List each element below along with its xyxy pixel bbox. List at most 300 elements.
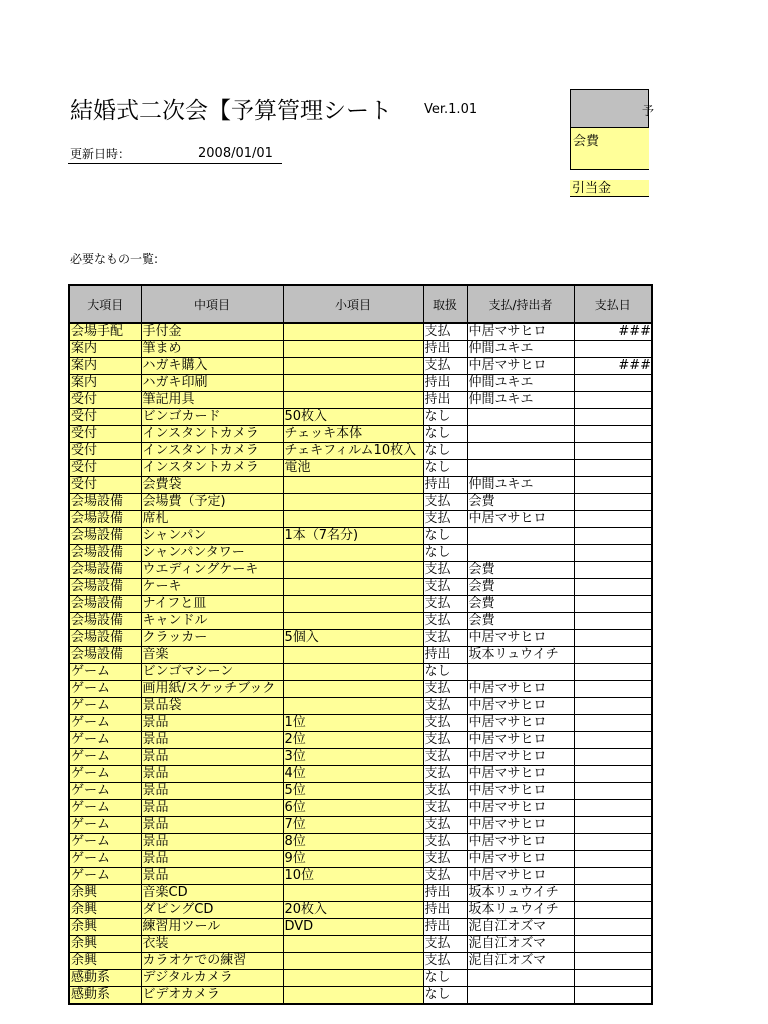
subitem-cell[interactable]	[283, 766, 423, 783]
category-cell[interactable]	[69, 562, 141, 579]
category-cell[interactable]	[69, 936, 141, 953]
handling-cell[interactable]	[423, 579, 467, 596]
updated-label: 更新日時：	[70, 147, 131, 161]
subitem-cell[interactable]	[283, 409, 423, 426]
item-cell[interactable]	[141, 902, 283, 919]
category-cell[interactable]	[69, 528, 141, 545]
payer-cell[interactable]	[467, 545, 574, 562]
item-cell[interactable]	[141, 511, 283, 528]
category-cell[interactable]	[69, 409, 141, 426]
col-header-item[interactable]: 中項目	[141, 285, 283, 323]
item-cell[interactable]	[141, 987, 283, 1005]
category-cell[interactable]	[69, 800, 141, 817]
payer-cell[interactable]	[467, 936, 574, 953]
handling-cell[interactable]	[423, 409, 467, 426]
subitem-cell[interactable]	[283, 732, 423, 749]
handling-cell[interactable]	[423, 426, 467, 443]
paydate-cell[interactable]	[574, 783, 652, 800]
paydate-cell[interactable]	[574, 460, 652, 477]
table-row	[69, 732, 652, 749]
category-cell[interactable]	[69, 477, 141, 494]
payer-cell[interactable]	[467, 766, 574, 783]
table-row	[69, 987, 652, 1005]
payer-cell[interactable]	[467, 562, 574, 579]
table-row	[69, 868, 652, 885]
payer-cell[interactable]	[467, 698, 574, 715]
paydate-cell[interactable]	[574, 392, 652, 409]
paydate-cell[interactable]	[574, 834, 652, 851]
paydate-cell[interactable]	[574, 341, 652, 358]
category-cell[interactable]	[69, 868, 141, 885]
handling-cell[interactable]	[423, 868, 467, 885]
table-row	[69, 834, 652, 851]
paydate-cell[interactable]	[574, 698, 652, 715]
item-cell[interactable]	[141, 579, 283, 596]
subitem-cell[interactable]	[283, 647, 423, 664]
payer-cell[interactable]	[467, 817, 574, 834]
handling-cell[interactable]	[423, 323, 467, 341]
paydate-cell[interactable]	[574, 511, 652, 528]
handling-cell[interactable]	[423, 902, 467, 919]
item-cell[interactable]	[141, 494, 283, 511]
col-header-category[interactable]: 大項目	[69, 285, 141, 323]
payer-cell[interactable]	[467, 783, 574, 800]
subitem-cell[interactable]	[283, 494, 423, 511]
handling-cell[interactable]	[423, 664, 467, 681]
payer-text: 泥自江オズマ	[468, 953, 547, 968]
table-row	[69, 562, 652, 579]
col-header-paydate[interactable]: 支払日	[574, 285, 652, 323]
subitem-cell[interactable]	[283, 664, 423, 681]
item-cell[interactable]	[141, 426, 283, 443]
payer-cell[interactable]	[467, 834, 574, 851]
paydate-cell[interactable]	[574, 936, 652, 953]
payer-cell[interactable]	[467, 800, 574, 817]
category-cell[interactable]	[69, 851, 141, 868]
table-row	[69, 919, 652, 936]
payer-cell[interactable]	[467, 375, 574, 392]
payer-cell[interactable]	[467, 630, 574, 647]
subitem-cell[interactable]	[283, 613, 423, 630]
paydate-cell[interactable]	[574, 494, 652, 511]
subitem-cell[interactable]	[283, 341, 423, 358]
payer-cell[interactable]	[467, 613, 574, 630]
subitem-cell[interactable]	[283, 936, 423, 953]
paydate-cell[interactable]	[574, 630, 652, 647]
handling-cell[interactable]	[423, 392, 467, 409]
paydate-cell[interactable]	[574, 851, 652, 868]
subitem-cell[interactable]	[283, 375, 423, 392]
paydate-cell[interactable]	[574, 749, 652, 766]
subitem-cell[interactable]	[283, 953, 423, 970]
item-cell[interactable]	[141, 749, 283, 766]
handling-text: 持出	[424, 647, 451, 662]
payer-text: 仲間ユキエ	[468, 375, 534, 390]
payer-cell[interactable]	[467, 528, 574, 545]
subitem-text: 20枚入	[284, 902, 328, 917]
item-text: インスタントカメラ	[142, 443, 259, 458]
subitem-cell[interactable]	[283, 902, 423, 919]
item-cell[interactable]	[141, 562, 283, 579]
table-row	[69, 970, 652, 987]
category-cell[interactable]	[69, 902, 141, 919]
payer-cell[interactable]	[467, 970, 574, 987]
paydate-cell[interactable]	[574, 953, 652, 970]
payer-cell[interactable]	[467, 596, 574, 613]
updated-value[interactable]: 2008/01/01	[198, 146, 273, 161]
subitem-cell[interactable]	[283, 851, 423, 868]
payer-cell[interactable]	[467, 409, 574, 426]
paydate-cell[interactable]	[574, 868, 652, 885]
subitem-cell[interactable]	[283, 630, 423, 647]
table-row	[69, 664, 652, 681]
budget-alloc-cell[interactable]: 引当金	[570, 180, 649, 197]
subitem-cell[interactable]	[283, 919, 423, 936]
handling-cell[interactable]	[423, 715, 467, 732]
category-cell[interactable]	[69, 817, 141, 834]
col-header-handling[interactable]: 取扱	[423, 285, 467, 323]
handling-cell[interactable]	[423, 783, 467, 800]
category-cell[interactable]	[69, 613, 141, 630]
handling-cell[interactable]	[423, 562, 467, 579]
subitem-cell[interactable]	[283, 545, 423, 562]
budget-fee-cell[interactable]	[570, 127, 649, 170]
item-cell[interactable]	[141, 698, 283, 715]
paydate-cell[interactable]	[574, 987, 652, 1005]
handling-cell[interactable]	[423, 341, 467, 358]
category-cell[interactable]	[69, 426, 141, 443]
category-text: 余興	[71, 885, 98, 900]
paydate-cell[interactable]	[574, 579, 652, 596]
table-row	[69, 613, 652, 630]
category-cell[interactable]	[69, 579, 141, 596]
item-text: ハガキ印刷	[142, 375, 208, 390]
item-cell[interactable]	[141, 715, 283, 732]
payer-cell[interactable]	[467, 647, 574, 664]
paydate-cell[interactable]	[574, 443, 652, 460]
payer-cell[interactable]	[467, 919, 574, 936]
handling-cell[interactable]	[423, 630, 467, 647]
paydate-cell[interactable]	[574, 562, 652, 579]
category-cell[interactable]	[69, 749, 141, 766]
subitem-cell[interactable]	[283, 596, 423, 613]
paydate-cell[interactable]	[574, 528, 652, 545]
item-cell[interactable]	[141, 868, 283, 885]
category-cell[interactable]	[69, 443, 141, 460]
item-cell[interactable]	[141, 358, 283, 375]
subitem-text: 9位	[284, 851, 306, 866]
item-cell[interactable]	[141, 851, 283, 868]
item-text: 席札	[142, 511, 169, 526]
item-text: 会費袋	[142, 477, 182, 492]
subitem-cell[interactable]	[283, 460, 423, 477]
payer-cell[interactable]	[467, 664, 574, 681]
handling-cell[interactable]	[423, 528, 467, 545]
subitem-cell[interactable]	[283, 885, 423, 902]
subitem-cell[interactable]	[283, 783, 423, 800]
category-cell[interactable]	[69, 919, 141, 936]
payer-cell[interactable]	[467, 885, 574, 902]
paydate-cell[interactable]	[574, 681, 652, 698]
category-cell[interactable]	[69, 766, 141, 783]
payer-text: 坂本リュウイチ	[468, 885, 559, 900]
handling-cell[interactable]	[423, 494, 467, 511]
payer-cell[interactable]	[467, 749, 574, 766]
item-cell[interactable]	[141, 409, 283, 426]
item-cell[interactable]	[141, 817, 283, 834]
payer-cell[interactable]	[467, 715, 574, 732]
category-cell[interactable]	[69, 323, 141, 341]
item-cell[interactable]	[141, 936, 283, 953]
item-text: 景品	[142, 715, 169, 730]
paydate-cell[interactable]	[574, 919, 652, 936]
table-body	[69, 323, 652, 1004]
item-cell[interactable]	[141, 885, 283, 902]
category-text: ゲーム	[71, 732, 111, 747]
handling-cell[interactable]	[423, 953, 467, 970]
handling-cell[interactable]	[423, 732, 467, 749]
paydate-cell[interactable]	[574, 732, 652, 749]
payer-cell[interactable]	[467, 392, 574, 409]
handling-cell[interactable]	[423, 545, 467, 562]
category-cell[interactable]	[69, 494, 141, 511]
subitem-cell[interactable]	[283, 323, 423, 341]
payer-cell[interactable]	[467, 511, 574, 528]
handling-cell[interactable]	[423, 936, 467, 953]
handling-cell[interactable]	[423, 970, 467, 987]
subitem-cell[interactable]	[283, 698, 423, 715]
handling-cell[interactable]	[423, 766, 467, 783]
category-cell[interactable]	[69, 392, 141, 409]
category-cell[interactable]	[69, 698, 141, 715]
item-text: 景品袋	[142, 698, 182, 713]
item-cell[interactable]	[141, 664, 283, 681]
item-cell[interactable]	[141, 970, 283, 987]
budget-header-cell[interactable]	[570, 89, 654, 128]
category-cell[interactable]	[69, 664, 141, 681]
paydate-cell[interactable]	[574, 902, 652, 919]
paydate-cell[interactable]	[574, 766, 652, 783]
payer-cell[interactable]	[467, 443, 574, 460]
handling-cell[interactable]	[423, 596, 467, 613]
paydate-cell[interactable]	[574, 647, 652, 664]
paydate-cell[interactable]	[574, 715, 652, 732]
subitem-cell[interactable]	[283, 800, 423, 817]
handling-cell[interactable]	[423, 800, 467, 817]
payer-cell[interactable]	[467, 323, 574, 341]
handling-cell[interactable]	[423, 477, 467, 494]
handling-cell[interactable]	[423, 834, 467, 851]
paydate-cell[interactable]	[574, 358, 652, 375]
handling-cell[interactable]	[423, 919, 467, 936]
subitem-cell[interactable]	[283, 426, 423, 443]
handling-cell[interactable]	[423, 647, 467, 664]
category-text: 余興	[71, 902, 98, 917]
category-cell[interactable]	[69, 681, 141, 698]
item-cell[interactable]	[141, 681, 283, 698]
paydate-cell[interactable]	[574, 800, 652, 817]
subitem-cell[interactable]	[283, 970, 423, 987]
item-cell[interactable]	[141, 443, 283, 460]
item-cell[interactable]	[141, 919, 283, 936]
payer-cell[interactable]	[467, 732, 574, 749]
category-cell[interactable]	[69, 732, 141, 749]
item-cell[interactable]	[141, 647, 283, 664]
category-cell[interactable]	[69, 596, 141, 613]
handling-text: 支払	[424, 834, 451, 849]
payer-cell[interactable]	[467, 426, 574, 443]
payer-cell[interactable]	[467, 868, 574, 885]
item-cell[interactable]	[141, 596, 283, 613]
subitem-text: チェキフィルム10枚入	[284, 443, 417, 458]
item-cell[interactable]	[141, 766, 283, 783]
handling-cell[interactable]	[423, 613, 467, 630]
paydate-cell[interactable]	[574, 323, 652, 341]
subitem-cell[interactable]	[283, 868, 423, 885]
item-cell[interactable]	[141, 953, 283, 970]
payer-cell[interactable]	[467, 987, 574, 1005]
handling-cell[interactable]	[423, 698, 467, 715]
paydate-cell[interactable]	[574, 613, 652, 630]
col-header-subitem[interactable]: 小項目	[283, 285, 423, 323]
payer-cell[interactable]	[467, 358, 574, 375]
paydate-cell[interactable]	[574, 885, 652, 902]
subitem-cell[interactable]	[283, 562, 423, 579]
category-cell[interactable]	[69, 970, 141, 987]
subitem-cell[interactable]	[283, 987, 423, 1005]
paydate-cell[interactable]	[574, 817, 652, 834]
payer-text: 仲間ユキエ	[468, 341, 534, 356]
budget-fee-label: 会費	[573, 134, 600, 149]
category-cell[interactable]	[69, 630, 141, 647]
payer-cell[interactable]	[467, 477, 574, 494]
subitem-cell[interactable]	[283, 817, 423, 834]
subitem-text: 50枚入	[284, 409, 328, 424]
payer-text: 中居マサヒロ	[468, 783, 547, 798]
subitem-cell[interactable]	[283, 511, 423, 528]
handling-cell[interactable]	[423, 987, 467, 1005]
category-cell[interactable]	[69, 460, 141, 477]
subitem-cell[interactable]	[283, 392, 423, 409]
paydate-cell[interactable]	[574, 664, 652, 681]
payer-cell[interactable]	[467, 851, 574, 868]
handling-text: 支払	[424, 613, 451, 628]
category-text: 受付	[71, 392, 98, 407]
payer-cell[interactable]	[467, 681, 574, 698]
col-header-payer[interactable]: 支払/持出者	[467, 285, 574, 323]
item-cell[interactable]	[141, 800, 283, 817]
category-text: ゲーム	[71, 766, 111, 781]
item-cell[interactable]	[141, 545, 283, 562]
table-row	[69, 817, 652, 834]
table-row	[69, 766, 652, 783]
category-cell[interactable]	[69, 987, 141, 1005]
handling-cell[interactable]	[423, 681, 467, 698]
paydate-cell[interactable]	[574, 477, 652, 494]
payer-cell[interactable]	[467, 460, 574, 477]
subitem-cell[interactable]	[283, 749, 423, 766]
item-cell[interactable]	[141, 613, 283, 630]
category-cell[interactable]	[69, 545, 141, 562]
item-cell[interactable]	[141, 783, 283, 800]
paydate-cell[interactable]	[574, 426, 652, 443]
category-cell[interactable]	[69, 783, 141, 800]
handling-text: なし	[424, 970, 451, 985]
category-cell[interactable]	[69, 647, 141, 664]
paydate-cell[interactable]	[574, 409, 652, 426]
payer-cell[interactable]	[467, 341, 574, 358]
subitem-cell[interactable]	[283, 358, 423, 375]
paydate-cell[interactable]	[574, 596, 652, 613]
item-text: 景品	[142, 834, 169, 849]
subitem-cell[interactable]	[283, 528, 423, 545]
handling-cell[interactable]	[423, 817, 467, 834]
subitem-cell[interactable]	[283, 579, 423, 596]
category-cell[interactable]	[69, 358, 141, 375]
subitem-text: 2位	[284, 732, 306, 747]
subitem-cell[interactable]	[283, 834, 423, 851]
payer-cell[interactable]	[467, 579, 574, 596]
handling-text: 支払	[424, 766, 451, 781]
subitem-text: DVD	[284, 919, 314, 934]
handling-cell[interactable]	[423, 511, 467, 528]
subitem-cell[interactable]	[283, 477, 423, 494]
category-text: 会場設備	[71, 562, 124, 577]
handling-cell[interactable]	[423, 358, 467, 375]
category-cell[interactable]	[69, 375, 141, 392]
item-cell[interactable]	[141, 732, 283, 749]
category-text: 案内	[71, 341, 98, 356]
category-cell[interactable]	[69, 834, 141, 851]
payer-cell[interactable]	[467, 953, 574, 970]
category-cell[interactable]	[69, 341, 141, 358]
paydate-cell[interactable]	[574, 375, 652, 392]
handling-cell[interactable]	[423, 460, 467, 477]
subitem-cell[interactable]	[283, 715, 423, 732]
category-cell[interactable]	[69, 715, 141, 732]
category-text: 会場設備	[71, 545, 124, 560]
payer-cell[interactable]	[467, 494, 574, 511]
paydate-cell[interactable]	[574, 545, 652, 562]
subitem-cell[interactable]	[283, 681, 423, 698]
category-cell[interactable]	[69, 885, 141, 902]
handling-cell[interactable]	[423, 885, 467, 902]
subitem-cell[interactable]	[283, 443, 423, 460]
item-cell[interactable]	[141, 375, 283, 392]
item-cell[interactable]	[141, 460, 283, 477]
category-cell[interactable]	[69, 953, 141, 970]
handling-cell[interactable]	[423, 375, 467, 392]
table-row	[69, 443, 652, 460]
item-cell[interactable]	[141, 477, 283, 494]
handling-text: なし	[424, 409, 451, 424]
payer-cell[interactable]	[467, 902, 574, 919]
paydate-cell[interactable]	[574, 970, 652, 987]
handling-cell[interactable]	[423, 443, 467, 460]
item-cell[interactable]	[141, 630, 283, 647]
item-cell[interactable]	[141, 392, 283, 409]
item-cell[interactable]	[141, 323, 283, 341]
item-cell[interactable]	[141, 341, 283, 358]
item-text: 手付金	[142, 324, 182, 339]
category-cell[interactable]	[69, 511, 141, 528]
handling-text: 支払	[424, 630, 451, 645]
handling-cell[interactable]	[423, 851, 467, 868]
item-cell[interactable]	[141, 528, 283, 545]
handling-cell[interactable]	[423, 749, 467, 766]
category-text: 感動系	[71, 970, 111, 985]
item-cell[interactable]	[141, 834, 283, 851]
